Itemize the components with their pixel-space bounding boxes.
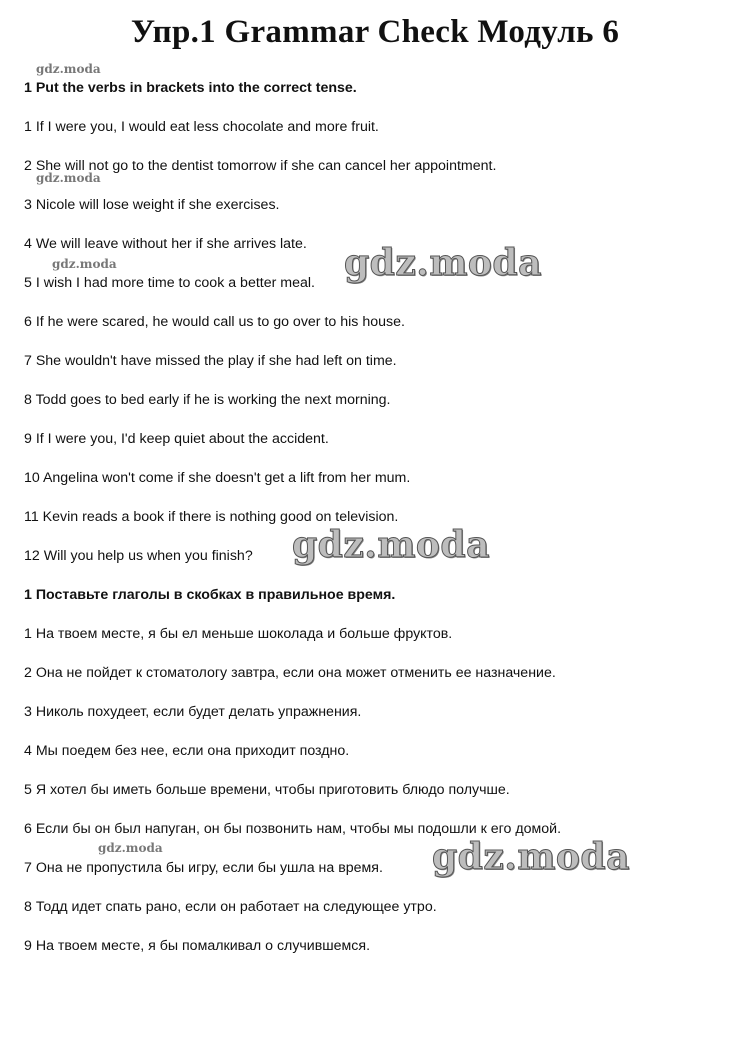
watermark-large: gdz.moda: [344, 242, 542, 284]
watermark-small: gdz.moda: [52, 257, 117, 271]
russian-item-6: 6 Если бы он был напуган, он бы позвонить нам, чтобы мы подошли к его домой.: [24, 821, 562, 837]
russian-item-9: 9 На твоем месте, я бы помалкивал о случившемся.: [24, 938, 371, 954]
english-item-1: 1 If I were you, I would eat less chocolate and more fruit.: [24, 119, 379, 135]
english-item-12: 12 Will you help us when you finish?: [24, 548, 253, 564]
russian-item-2: 2 Она не пойдет к стоматологу завтра, если она может отменить ее назначение.: [24, 665, 556, 681]
english-item-9: 9 If I were you, I'd keep quiet about the accident.: [24, 431, 329, 447]
russian-item-1: 1 На твоем месте, я бы ел меньше шоколада и больше фруктов.: [24, 626, 453, 642]
english-heading: 1 Put the verbs in brackets into the correct tense.: [24, 80, 357, 96]
english-item-6: 6 If he were scared, he would call us to go over to his house.: [24, 314, 405, 330]
watermark-large: gdz.moda: [292, 524, 490, 566]
watermark-small: gdz.moda: [98, 841, 163, 855]
english-item-3: 3 Nicole will lose weight if she exercises.: [24, 197, 280, 213]
russian-item-7: 7 Она не пропустила бы игру, если бы ушла на время.: [24, 860, 383, 876]
english-item-7: 7 She wouldn't have missed the play if she had left on time.: [24, 353, 397, 369]
english-item-4: 4 We will leave without her if she arrives late.: [24, 236, 307, 252]
english-item-8: 8 Todd goes to bed early if he is working the next morning.: [24, 392, 391, 408]
russian-heading: 1 Поставьте глаголы в скобках в правильное время.: [24, 587, 396, 603]
watermark-large: gdz.moda: [432, 836, 630, 878]
watermark-small: gdz.moda: [36, 62, 101, 76]
watermark-small: gdz.moda: [36, 171, 101, 185]
english-item-5: 5 I wish I had more time to cook a better meal.: [24, 275, 315, 291]
english-item-2: 2 She will not go to the dentist tomorrow if she can cancel her appointment.: [24, 158, 497, 174]
russian-item-5: 5 Я хотел бы иметь больше времени, чтобы приготовить блюдо получше.: [24, 782, 510, 798]
russian-item-3: 3 Николь похудеет, если будет делать упражнения.: [24, 704, 362, 720]
page-title: Упр.1 Grammar Check Модуль 6: [130, 14, 620, 50]
english-item-10: 10 Angelina won't come if she doesn't get a lift from her mum.: [24, 470, 411, 486]
english-item-11: 11 Kevin reads a book if there is nothing good on television.: [24, 509, 399, 525]
russian-item-8: 8 Тодд идет спать рано, если он работает на следующее утро.: [24, 899, 437, 915]
russian-item-4: 4 Мы поедем без нее, если она приходит поздно.: [24, 743, 350, 759]
